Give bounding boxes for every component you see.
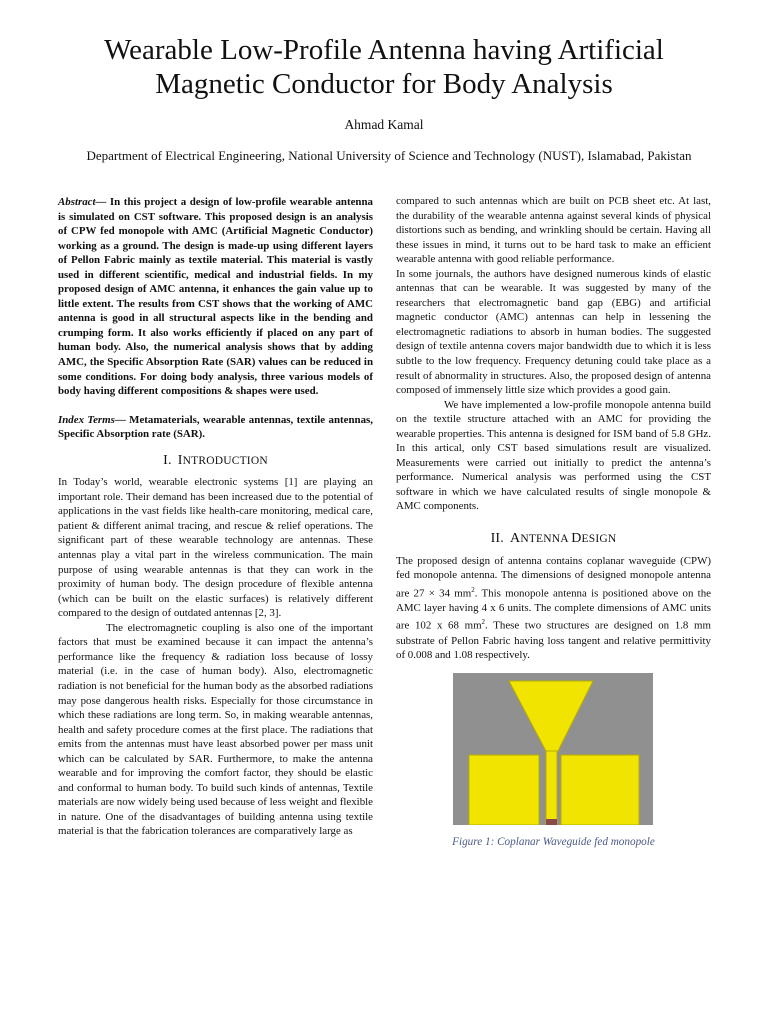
section-title-rest: NTENNA bbox=[520, 533, 572, 546]
paper-title bbox=[0, 33, 768, 101]
intro-paragraph-5: We have implemented a low-profile monopole antenna build on the textile structure attached with an AMC for providing the wearable properties. This antenna is designed for ISM band of 5.8 GHz. In this artical, only CST based simulations result are visualized. Measurements were carried out initially to predict the antenna’s performance. Numerical analysis was performed using the CST software in which we have calculated results of single monopole & AMC components. bbox=[396, 398, 711, 513]
section-number: I. bbox=[163, 452, 172, 468]
author-name: Ahmad Kamal bbox=[344, 117, 424, 132]
section-initial-2: D bbox=[571, 531, 582, 547]
section-initial: I bbox=[177, 452, 183, 468]
design-text-a: The proposed design of antenna contains coplanar waveguide (CPW) fed monopole antenna. The dimensions of designed monopole antenna are 27 × 34 mm bbox=[396, 554, 711, 600]
right-column bbox=[396, 194, 711, 848]
intro-paragraph-3: compared to such antennas which are built on PCB sheet etc. At last, the durability of the wearable antenna against several kinds of physical distortions such as bending, and wrinkling should be certain. Having all these issues in mind, it turns out to be hard task to make an efficient wearable antenna with good reliable performance. bbox=[396, 195, 711, 266]
design-paragraph-1 bbox=[396, 554, 711, 663]
section-number: II. bbox=[490, 531, 504, 547]
design-text-b: . This monopole antenna is positioned above on the AMC layer having 4 x 6 units. The complete dimensions of AMC units are 102 x 68 mm bbox=[396, 587, 711, 633]
abstract-label: Abstract— bbox=[58, 196, 107, 208]
feed-port bbox=[546, 819, 557, 825]
intro-paragraph-1: In Today’s world, wearable electronic systems [1] are playing an important role. Their demand has been increased due to the potential of applications in the vast fields like health-care monitoring, medical care, patient & different animal tracing, and rescue & relief operations. The significant part of these wearable technology are antennas. These antennas play a vital part in the wireless communication. The main purpose of using wearable antennas is that they can work in the proximity of human body. The design procedure of flexible antenna (which can be built on the elastic surfaces) is relatively different compared to the design of outdated antennas [2, 3]. bbox=[58, 476, 373, 620]
intro-paragraph-4: In some journals, the authors have designed numerous kinds of elastic antennas that can be wearable. It was suggested by many of the researchers that electromagnetic band gap (EBG) and artificial magnetic conductor (AMC) antennas can help in lessening the electromagnetic radiations to absorb in human bodies. The suggested design of textile antenna covers major bandwidth due to which it is less subtle to the low frequency. Frequency detuning could take place as a result of abnormality in structures. Also, the proposed design of antenna composed of immensely little size which provides a good gain. bbox=[396, 267, 711, 397]
index-terms-text: — Metamaterials, wearable antennas, textile antennas, Specific Absorption rate (SAR). bbox=[58, 413, 373, 441]
title-line-2: Magnetic Conductor for Body Analysis bbox=[155, 68, 613, 100]
figure-caption: Figure 1: Coplanar Waveguide fed monopole bbox=[452, 835, 655, 848]
superscript: 2 bbox=[471, 585, 475, 594]
abstract-text: In this project a design of low-profile wearable antenna is simulated on CST software. This proposed design is an analysis of CPW fed monopole with AMC (Artificial Magnetic Conductor) working as a ground. The design is made-up using different layers of Pellon Fabric mainly as textile material. This material is vastly used in different scientific, medical and industrial fields. In my proposed design of AMC antenna, it enhances the gain value up to little extent. The results from CST shows that the working of AMC antenna is good in all structural aspects like in the bending and crumping form. It also works efficiently if placed on any part of human body. Also, the numerical analysis shows that by adding AMC, the Specific Absorption Rate (SAR) values can be reduced in some conditions. For doing body analysis, three various models of body having different compositions & shapes were used. bbox=[58, 196, 373, 398]
ground-plane-right bbox=[561, 755, 639, 825]
intro-paragraph-2: The electromagnetic coupling is also one of the important factors that must be examined because it can impact the antenna’s performance like the frequency & radiation loss because of lossy material (i.e. in the case of human body). Also, electromagnetic radiation is not beneficial for the human body as the absorbed radiations may pose dangerous health risks. Especially for those circumstance in which these radiations are long term. So, in making wearable antennas, health and safety procedure comes at the first place. The radiations that emits from the antennas must have least absorbed power per mass unit which can be calculated by SAR. Furthermore, to make the antenna wearable and for improving the comfort factor, they should be elastic and conformal to human body. To build such kinds of antennas, Textile materials are now widely being used because of less weight and flexible in nature. One of the disadvantages of building antenna using textile material is that the fabrication tolerances are comparatively large as bbox=[58, 621, 373, 838]
title-line-1: Wearable Low-Profile Antenna having Artificial bbox=[104, 34, 664, 66]
superscript: 2 bbox=[481, 618, 486, 627]
index-terms bbox=[58, 413, 373, 442]
index-terms-label: Index Terms bbox=[58, 413, 115, 426]
section-heading-introduction bbox=[58, 454, 373, 469]
feed-line bbox=[546, 751, 557, 825]
figure-1 bbox=[396, 673, 711, 848]
section-initial: A bbox=[510, 531, 521, 547]
left-column bbox=[58, 195, 373, 839]
section-title-rest: NTRODUCTION bbox=[182, 454, 268, 467]
section-title-rest-2: ESIGN bbox=[581, 533, 617, 546]
author-affiliation: Department of Electrical Engineering, National University of Science and Technology (NUST), Islamabad, Pakistan bbox=[86, 148, 692, 163]
design-text-c: . These two structures are designed on 1.8 mm substrate of Pellon Fabric having loss tangent and relative permittivity of 0.008 and 1.08 respectively. bbox=[396, 620, 711, 662]
ground-plane-left bbox=[469, 755, 539, 825]
abstract bbox=[58, 195, 373, 399]
section-heading-antenna-design bbox=[396, 532, 711, 547]
cpw-monopole-antenna-diagram bbox=[453, 673, 653, 825]
